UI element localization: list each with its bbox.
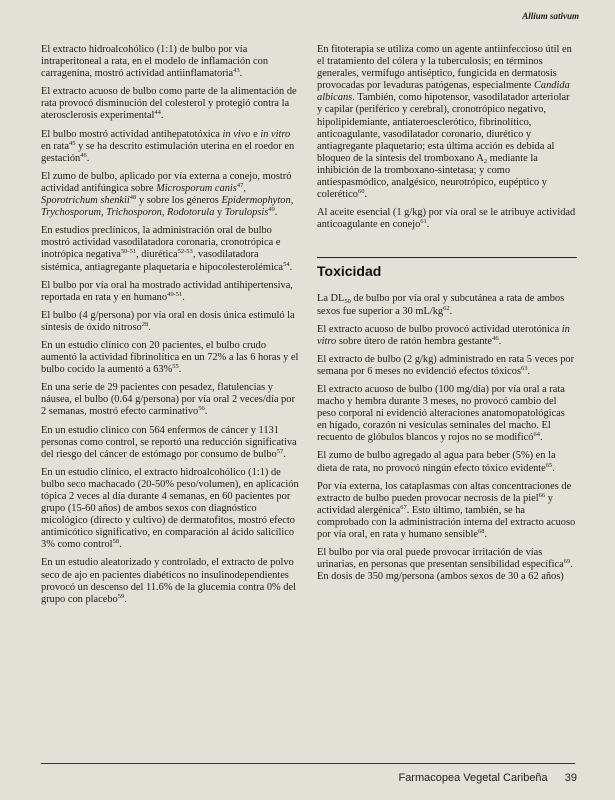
reference-superscript: 48 [129,194,137,202]
reference-superscript: 54 [283,260,290,268]
reference-superscript: 62 [443,304,450,312]
section-title-toxicidad: Toxicidad [317,263,382,280]
italic-term: Torulopsis [224,207,269,219]
reference-superscript: 56 [198,405,205,413]
paragraph: Al aceite esencial (1 g/kg) por vía oral se le atribuye actividad anticoagulante en conejo$^{61}$. [317,207,576,231]
italic-term: Microsporum canis [156,182,237,194]
reference-superscript: 68 [478,528,485,535]
paragraph: La $DL_{50}$ de bulbo por vía oral y subcutánea a rata de ambos sexos fue superior a 30 $mL/kg^{62}$. [317,293,565,317]
reference-superscript: 50-51 [120,248,137,256]
reference-superscript: 55 [172,363,179,371]
paragraph: En fitoterapia se utiliza como un agente antiinfeccioso útil en el tratamiento del cólera y la tuberculosis; en términos generales, vermífugo antiséptico, fungicida en dermatosis provocadas por levaduras patógenas, especialmente Candida albicans. También, como hipotensor, vasodilatador arteriolar y capilar (periférico y cerebral), cronotrópico negativo, hipolipidemiante, antiateroesclerótico, fibrinolítico, anticoagulante, vasodilatador coronario, diurético y antiagregante plaquetario; esta última acción es debida al bloqueo de la síntesis del tromboxano $A_2$ mediante la inhibición de la tromboxano-sintetasa; y como antiespasmódico, analgésico, neurotrópico, eupéptico y colerético$^{60}$. [317,44,572,201]
subscript: 2 [483,157,488,165]
reference-superscript: 44 [154,109,161,117]
reference-superscript: 65 [545,461,553,469]
paragraph: En un estudio clínico, el extracto hidroalcohólico (1:1) de bulbo seco machacado (20-50% peso/volumen), en aplicación tópica 2 veces al día durante 4 semanas, en 60 pacientes por grupo (15-60 años) de ambos sexos con diagnóstico micológico (directo y cultivo) de dermatofitos, mostró efecto antimicótico significativo, en comparación al ácido salicílico 3% como control$^{58}$. [41,466,299,551]
right-column [317,44,577,589]
paragraph: El bulbo por vía oral ha mostrado actividad antihipertensiva, reportada en rata y en humano$^{49-51}$. [41,279,293,303]
running-header: Allium sativum [522,11,579,21]
reference-superscript: 64 [533,431,540,439]
reference-superscript: 61 [420,218,427,226]
paragraph: En una serie de 29 pacientes con pesadez, flatulencias y náusea, el bulbo (0.64 g/persona) por vía oral 2 veces/día por 2 semanas, mostró efecto carminativo$^{56}$. [41,382,295,418]
publication-title: Farmacopea Vegetal Caribeña [398,772,548,784]
reference-superscript: 46 [80,151,87,159]
paragraph: En un estudio clínico con 20 pacientes, el bulbo crudo aumentó la actividad fibrinolítica en un 72% a las 6 horas y el bulbo cocido la aumentó a 63%$^{55}$. [41,339,299,376]
reference-superscript: 28 [141,320,149,328]
paragraph: En un estudio aleatorizado y controlado, el extracto de polvo seco de ajo en pacientes diabéticos no insulinodependientes provocó un descenso del 11.6% de la glucemia contra 0% del grupo con placebo$^{59}$. [41,557,296,605]
reference-superscript: 49-51 [167,290,183,298]
page-footer [398,772,577,784]
reference-superscript: 57 [276,447,284,455]
paragraph: Por vía externa, los cataplasmas con altas concentraciones de extracto de bulbo pueden provocar necrosis de la piel$^{66}$ y actividad alergénica$^{67}$. Esto último, también, se ha comprobado con la administración interna del extracto acuoso por vía oral, en rata y humano sensible$^{68}$. [317,480,576,540]
reference-superscript: 69 [563,558,571,566]
italic-term: Epidermophyton, Trychosporum, Trichosporon, Rodotorula [41,195,294,219]
italic-term: in vitro [260,128,291,140]
reference-superscript: 45 [68,139,76,147]
reference-superscript: 60 [357,188,365,196]
paragraph: El extracto acuoso de bulbo (100 mg/día) por vía oral a rata macho y hembra durante 3 meses, no provocó cambio del peso corporal ni evidenció alteraciones anatomopatológicas en hígado, corazón ni vesículas seminales del macho. El recuento de glóbulos blancos y rojos no se modificó$^{64}$. [317,383,565,444]
toxicity-paragraphs [317,293,577,583]
reference-superscript: 43 [233,67,240,75]
paragraph: El extracto acuoso de bulbo como parte de la alimentación de rata provocó disminución del colesterol y protegió contra la aterosclerosis experimental$^{44}$. [41,86,297,122]
reference-superscript: 47 [236,181,244,189]
reference-superscript: 49 [268,206,275,214]
reference-superscript: 66 [538,491,546,499]
reference-superscript: 63 [521,364,528,372]
paragraph: El zumo de bulbo, aplicado por vía externa a conejo, mostró actividad antifúngica sobre Microsporum canis$^{47}$, Sporotrichum shenkii$^{48}$ y sobre los géneros Epidermophyton, Trychosporum, Trichosporon, Rodotorula y Torulopsis$^{49}$. [41,170,294,219]
paragraph: El zumo de bulbo agregado al agua para beber (5%) en la dieta de rata, no provocó ningún efecto tóxico evidente$^{65}$. [317,450,556,474]
paragraph: El extracto de bulbo (2 g/kg) administrado en rata 5 veces por semana por 6 meses no evidenció efectos tóxicos$^{63}$. [317,353,575,377]
reference-superscript: 52-53 [177,248,193,256]
right-column-intro [317,44,577,231]
reference-superscript: 46 [492,334,499,342]
paragraph: El extracto hidroalcohólico (1:1) de bulbo por vía intraperitoneal a rata, en el modelo de inflamación con carragenina, mostró actividad antiinflamatoria$^{43}$. [41,44,269,80]
paragraph: El bulbo (4 g/persona) por vía oral en dosis única estimuló la síntesis de óxido nitroso$^{28}$. [41,309,295,333]
section-divider [317,257,577,258]
paragraph: El bulbo por vía oral puede provocar irritación de vías urinarias, en personas que presentan sensibilidad específica$^{69}$. En dosis de 350 mg/persona (ambos sexos de 30 a 62 años) [317,547,573,583]
reference-superscript: 59 [117,592,125,600]
italic-term: Sporotrichum shenkii [41,195,130,207]
reference-superscript: 67 [400,503,407,511]
italic-term: Candida albicans [317,80,570,104]
italic-term: in vivo [222,128,251,140]
footer-rule [41,763,575,764]
subscript: 50 [344,298,351,306]
reference-superscript: 58 [112,538,120,546]
paragraph: El bulbo mostró actividad antihepatotóxica in vivo e in vitro en rata$^{45}$ y se ha descrito estimulación uterina en el roedor en gestación$^{46}$. [41,128,295,164]
page-number: 39 [564,772,577,784]
paragraph: En estudios preclínicos, la administración oral de bulbo mostró actividad vasodilatadora coronaria, cronotrópica e inotrópica negativa$^{50-51}$, diurética$^{52-53}$, vasodilatadora sistémica, antiagregante plaquetaria e hipocolesterolémica$^{54}$. [41,225,293,273]
paragraph: El extracto acuoso de bulbo provocó actividad uterotónica in vitro sobre útero de ratón hembra gestante$^{46}$. [317,323,570,347]
left-column [41,44,299,612]
paragraph: En un estudio clínico con 564 enfermos de cáncer y 1131 personas como control, se reportó una reducción significativa del riesgo del cáncer de estómago por consumo de bulbo$^{57}$. [41,424,297,460]
italic-term: in vitro [317,323,570,347]
